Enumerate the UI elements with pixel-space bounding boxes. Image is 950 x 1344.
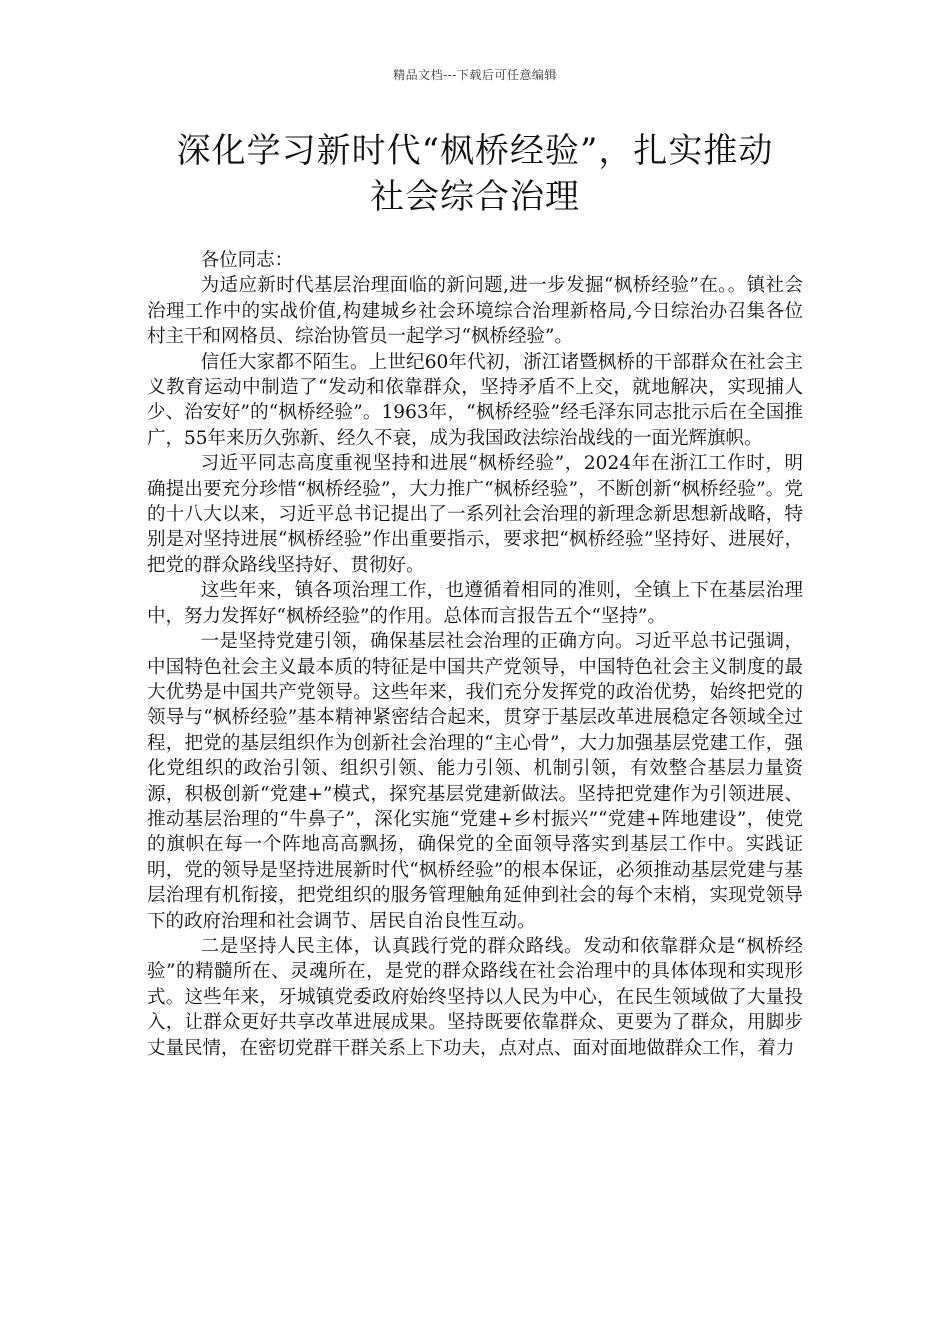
document-title-line-1: 深化学习新时代“枫桥经验”，扎实推动 [176,131,774,171]
paragraph-point-one: 一是坚持党建引领，确保基层社会治理的正确方向。习近平总书记强调，中国特色社会主义最本质的特征是中国共产党领导，中国特色社会主义制度的最大优势是中国共产党领导。这些年来，我们充分发挥党的政治优势，始终把党的领导与“枫桥经验”基本精神紧密结合起来，贯穿于基层改革进展稳定各领域全过程，把党的基层组织作为创新社会治理的“主心骨”，大力加强基层党建工作，强化党组织的政治引领、组织引领、能力引领、机制引领，有效整合基层力量资源，积极创新“党建+”模式，探究基层党建新做法。坚持把党建作为引领进展、推动基层治理的“牛鼻子”，深化实施“党建+乡村振兴”“党建+阵地建设”，使党的旗帜在每一个阵地高高飘扬，确保党的全面领导落实到基层工作中。实践证明，党的领导是坚持进展新时代“枫桥经验”的根本保证，必须推动基层党建与基层治理有机衔接，把党组织的服务管理触角延伸到社会的每个末梢，实现党领导下的政府治理和社会调节、居民自治良性互动。 [147,631,803,932]
document-body [147,248,803,1061]
paragraph-town-overview: 这些年来，镇各项治理工作，也遵循着相同的准则，全镇上下在基层治理中，努力发挥好“枫桥经验”的作用。总体而言报告五个“坚持”。 [147,580,803,627]
page-header-watermark: 精品文档---下载后可任意编辑 [393,68,557,82]
paragraph-intro: 为适应新时代基层治理面临的新问题,进一步发掘“枫桥经验”在。。镇社会治理工作中的实战价值,构建城乡社会环境综合治理新格局,今日综治办召集各位村主干和网格员、综治协管员一起学习“枫桥经验”。 [147,275,803,348]
salutation: 各位同志： [200,250,294,271]
paragraph-history: 信任大家都不陌生。上世纪60年代初，浙江诸暨枫桥的干部群众在社会主义教育运动中制造了“发动和依靠群众，坚持矛盾不上交，就地解决，实现捕人少、治安好”的“枫桥经验”。1963年，“枫桥经验”经毛泽东同志批示后在全国推广，55年来历久弥新、经久不衰，成为我国政法综治战线的一面光辉旗帜。 [147,351,803,449]
paragraph-point-two: 二是坚持人民主体，认真践行党的群众路线。发动和依靠群众是“枫桥经验”的精髓所在、灵魂所在，是党的群众路线在社会治理中的具体体现和实现形式。这些年来，牙城镇党委政府始终坚持以人民为中心，在民生领域做了大量投入，让群众更好共享改革进展成果。坚持既要依靠群众、更要为了群众，用脚步丈量民情，在密切党群干群关系上下功夫，点对点、面对面地做群众工作，着力 [147,935,803,1059]
paragraph-xi-emphasis: 习近平同志高度重视坚持和进展“枫桥经验”，2024年在浙江工作时，明确提出要充分珍惜“枫桥经验”，大力推广“枫桥经验”，不断创新“枫桥经验”。党的十八大以来，习近平总书记提出了一系列社会治理的新理念新思想新战略，特别是对坚持进展“枫桥经验”作出重要指示，要求把“枫桥经验”坚持好、进展好，把党的群众路线坚持好、贯彻好。 [147,453,803,576]
document-title-line-2: 社会综合治理 [370,177,580,217]
document-title [100,128,850,220]
